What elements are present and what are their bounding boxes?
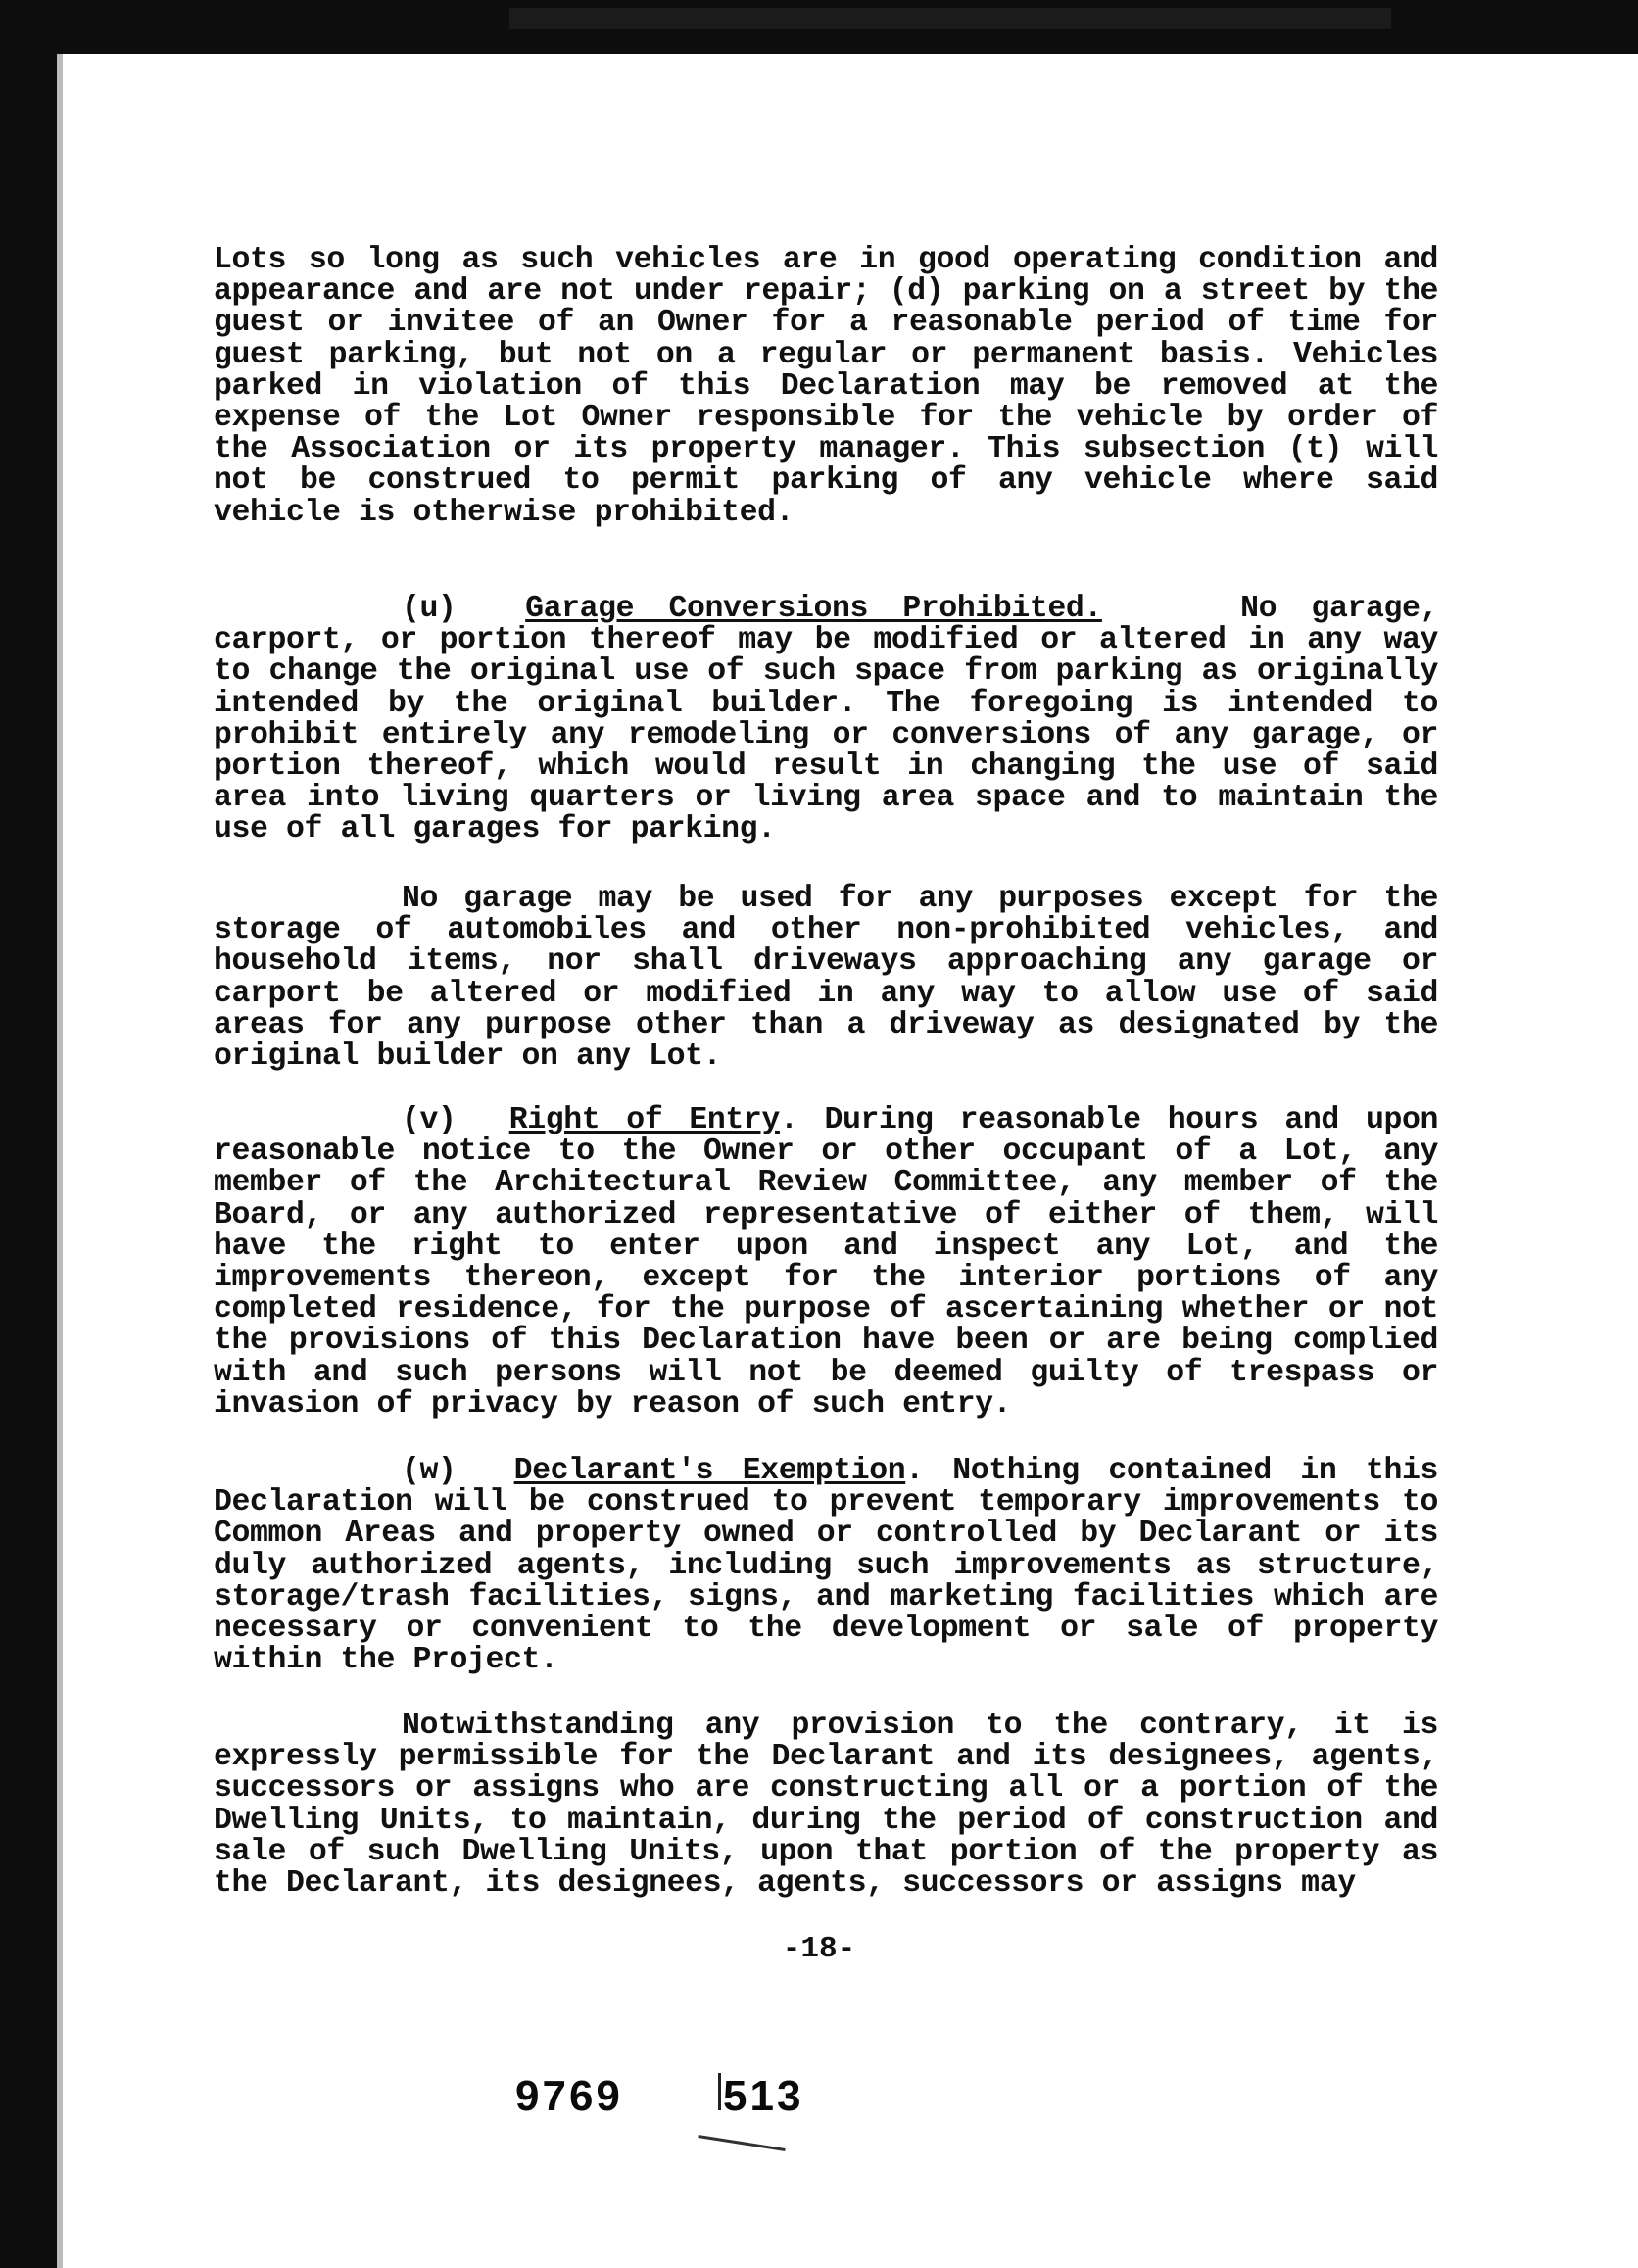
- paragraph-body: [214, 1105, 1438, 1421]
- section-heading: Right of Entry: [508, 1103, 780, 1137]
- paragraph-text: . During reasonable hours and upon reasonable notice to the Owner or other occupant of a Lot, any member of the Architectural Review Committee, any member of the Board, or any authorized representative of either of them, will have the right to enter upon and inspect any Lot, and the improvements thereon, except for the interior portions of any completed residence, for the purpose of ascertaining whether or not the provisions of this Declaration have been or are being complied with and such persons will not be deemed guilty of trespass or invasion of privacy by reason of such entry.: [214, 1103, 1438, 1422]
- paragraph-body: [214, 1456, 1438, 1676]
- stamp-separator: [718, 2073, 721, 2110]
- book-number-stamp: 9769: [515, 2072, 623, 2120]
- paragraph-garage-conversions: [214, 594, 1438, 846]
- paragraph-declarant-exemption: [214, 1456, 1438, 1676]
- section-label: (v): [402, 1103, 457, 1137]
- section-label: (u): [402, 592, 457, 626]
- section-label: (w): [402, 1454, 457, 1488]
- paragraph-notwithstanding: [214, 1711, 1438, 1900]
- paragraph-garage-use: [214, 884, 1438, 1073]
- paragraph-text: Notwithstanding any provision to the contrary, it is expressly permissible for the Declarant and its designees, agents, successors or assigns who are constructing all or a portion of the Dwelling Units, to maintain, during the period of construction and sale of such Dwelling Units, upon that portion of the property as the Declarant, its designees, agents, successors or assigns may: [214, 1709, 1438, 1902]
- scan-mark: [698, 2135, 785, 2151]
- page-number-stamp: 513: [723, 2072, 804, 2120]
- paragraph-body: [214, 594, 1438, 846]
- paragraph-right-of-entry: [214, 1105, 1438, 1421]
- page-number: -18-: [782, 1932, 856, 1966]
- paragraph-text: . Nothing contained in this Declaration will be construed to prevent temporary improvements to Common Areas and property owned or controlled by Declarant or its duly authorized agents, including such improvements as structure, storage/trash facilities, signs, and marketing facilities which are necessary or convenient to the development or sale of property within the Project.: [214, 1454, 1438, 1678]
- scan-edge-top-artifact: [509, 8, 1391, 29]
- section-heading: Declarant's Exemption: [513, 1454, 906, 1488]
- section-heading: Garage Conversions Prohibited.: [525, 592, 1102, 626]
- paragraph-vehicles: [214, 245, 1438, 529]
- scan-edge-left: [0, 0, 57, 2268]
- paragraph-text: No garage may be used for any purposes except for the storage of automobiles and other non-prohibited vehicles, and household items, nor shall driveways approaching any garage or carport be altered or modified in any way to allow use of said areas for any purpose other than a driveway as designated by the original builder on any Lot.: [214, 882, 1438, 1075]
- paragraph-text: No garage, carport, or portion thereof may be modified or altered in any way to change the original use of such space from parking as originally intended by the original builder. The foregoing is intended to prohibit entirely any remodeling or conversions of any garage, or portion thereof, which would result in changing the use of said area into living quarters or living area space and to maintain the use of all garages for parking.: [214, 592, 1439, 847]
- paragraph-text: Lots so long as such vehicles are in good operating condition and appearance and are not under repair; (d) parking on a street by the guest or invitee of an Owner for a reasonable period of time for guest parking, but not on a regular or permanent basis. Vehicles parked in violation of this Declaration may be removed at the expense of the Lot Owner responsible for the vehicle by order of the Association or its property manager. This subsection (t) will not be construed to permit parking of any vehicle where said vehicle is otherwise prohibited.: [214, 243, 1438, 530]
